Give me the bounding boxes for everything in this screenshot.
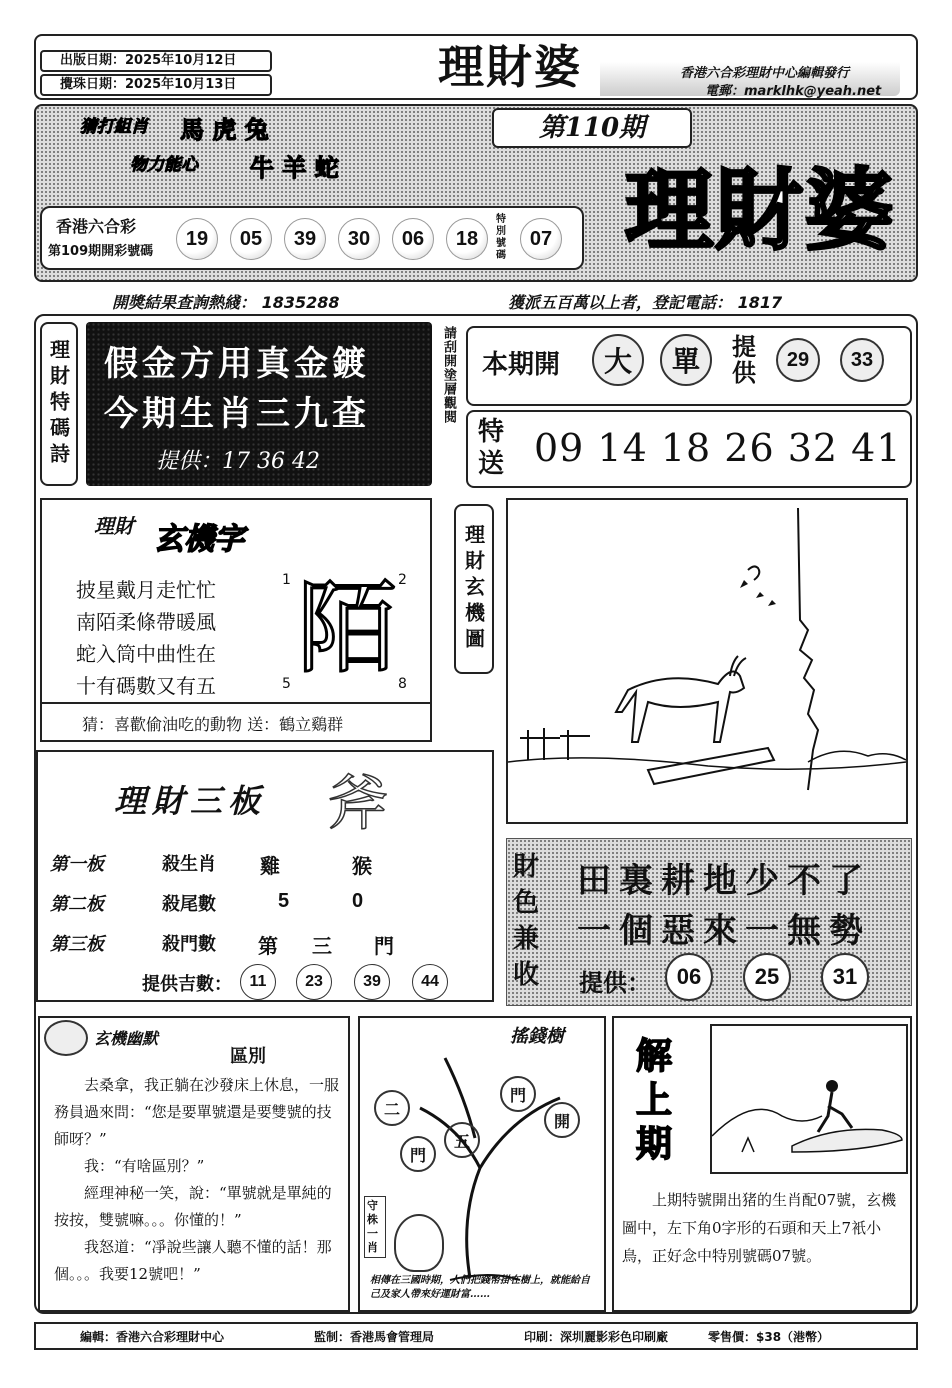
xuanji-riddle: 猜：喜歡偷油吃的動物 送：鶴立鷄群 <box>82 715 344 734</box>
corner-bl: 5 <box>282 676 291 692</box>
kill-value: 門 <box>374 934 394 958</box>
xuanji-line-4: 十有碼數又有五 <box>76 674 216 698</box>
fruit: 門 <box>400 1136 436 1172</box>
open-char-big: 大 <box>592 334 644 386</box>
big-title: 理財婆 <box>624 158 895 262</box>
open-num-1: 29 <box>776 338 820 382</box>
hotline-left: 開獎結果查詢熱綫： 1835288 <box>112 293 340 312</box>
lucky-label: 提供吉數： <box>142 974 232 995</box>
board-label: 第三板 <box>50 934 104 955</box>
poem-line-1: 假金方用真金鍍 <box>104 344 370 384</box>
corner-br: 8 <box>398 676 407 692</box>
fruit: 五 <box>444 1122 480 1158</box>
footer-price: 零售價：$38（港幣） <box>708 1330 830 1344</box>
caisei-line-2: 一個惡來一無勢 <box>577 911 871 951</box>
kill-value: 0 <box>352 890 364 912</box>
board-label: 第二板 <box>50 894 104 915</box>
xuanji-box <box>40 498 432 742</box>
solution-box <box>612 1016 912 1312</box>
kill-label: 殺生肖 <box>162 854 216 875</box>
poem-line-2: 今期生肖三九查 <box>104 394 370 434</box>
special-send-numbers: 09 14 18 26 32 41 <box>534 426 902 470</box>
header-email: 電郵：marklhk@yeah.net <box>705 84 882 99</box>
corner-tl: 1 <box>282 572 291 588</box>
poem-side-label: 理財特碼詩 <box>40 322 78 486</box>
kill-value: 5 <box>278 890 290 912</box>
caisei-line-1: 田裏耕地少不了 <box>577 861 871 901</box>
caisei-provide: 提供： <box>579 969 651 997</box>
fruit: 二 <box>374 1090 410 1126</box>
special-send-label: 特送 <box>478 417 505 479</box>
tree-title: 搖錢樹 <box>510 1026 564 1047</box>
scratch-note: 請刮開塗層觀閱 <box>441 326 456 424</box>
monkey-figure <box>394 1214 444 1272</box>
lucky-ball: 39 <box>354 964 390 1000</box>
sanban-row-2 <box>38 886 494 922</box>
caisei-ball: 25 <box>743 953 791 1001</box>
sanban-box <box>36 750 494 1002</box>
xuanji-title: 玄機字 <box>154 522 244 557</box>
xuanji-picture <box>506 498 908 824</box>
draw-ball: 39 <box>284 218 326 260</box>
caisei-ball: 31 <box>821 953 869 1001</box>
draw-ball: 30 <box>338 218 380 260</box>
banner-zodiac-2: 牛 羊 蛇 <box>250 153 339 182</box>
tree-illustration <box>360 1018 604 1310</box>
special-send-box <box>466 410 912 488</box>
joke-tag: 玄機幽默 <box>94 1029 159 1048</box>
joke-para-4: 我怒道：“凈說些讓人聽不懂的話！那個。。。我要12號吧！” <box>54 1238 332 1283</box>
hiker-illustration <box>712 1026 906 1172</box>
poem-box <box>86 322 432 486</box>
lottery-name: 香港六合彩 <box>56 217 137 236</box>
goat-illustration <box>508 500 906 822</box>
corner-tr: 2 <box>398 572 407 588</box>
hotline-right: 獲派五百萬以上者，登記電話： 1817 <box>508 293 783 312</box>
kill-value: 雞 <box>260 854 280 878</box>
kill-value: 第 <box>258 934 278 958</box>
sanban-row-3 <box>38 926 494 962</box>
issue-badge: 第110期 <box>492 108 692 148</box>
caisei-ball: 06 <box>665 953 713 1001</box>
solution-title: 解上期 <box>636 1035 673 1165</box>
draw-ball: 05 <box>230 218 272 260</box>
draw-ball: 18 <box>446 218 488 260</box>
banner-zodiac-1: 馬 虎 兔 <box>180 115 269 144</box>
footer-supervisor: 監制：香港馬會管理局 <box>314 1330 435 1344</box>
special-label: 特別號碼 <box>496 214 506 261</box>
kill-label: 殺尾數 <box>162 894 216 915</box>
sanban-row-1 <box>38 846 494 882</box>
footer-printer: 印刷：深圳麗影彩色印刷廠 <box>524 1330 669 1344</box>
banner-tag-1: 猜打組肖 <box>80 117 148 137</box>
publish-date: 出版日期：2025年10月12日 <box>40 50 272 72</box>
special-ball: 07 <box>520 218 562 260</box>
open-provide: 提供 <box>732 332 756 387</box>
joke-para-2: 我：“有啥區別？” <box>84 1157 205 1175</box>
draw-ball: 19 <box>176 218 218 260</box>
lucky-ball: 23 <box>296 964 332 1000</box>
tree-caption: 相傳在三國時期，人們把錢幣掛在樹上，就能給自己及家人帶來好運財富…… <box>370 1275 590 1300</box>
tree-side: 守株一肖 <box>364 1196 386 1258</box>
xuanji-line-3: 蛇入筒中曲性在 <box>76 642 216 666</box>
banner-tag-2: 物力能心 <box>130 155 198 175</box>
publisher-line: 香港六合彩理財中心編輯發行 <box>680 66 850 81</box>
poem-provide: 提供：17 36 42 <box>156 449 320 474</box>
tree-box <box>358 1016 606 1312</box>
fruit: 門 <box>500 1076 536 1112</box>
lucky-ball: 44 <box>412 964 448 1000</box>
solution-text: 上期特號開出猪的生肖配07號，玄機圖中，左下角0字形的石頭和天上7衹小鳥，正好念中特別號碼07號。 <box>622 1191 897 1265</box>
xuanji-brand: 理財 <box>94 514 134 538</box>
open-label: 本期開 <box>482 350 561 380</box>
joke-para-3: 經理神秘一笑，說：“單號就是單純的按按，雙號嘛。。。你懂的！” <box>54 1184 332 1229</box>
sanban-title: 理財三板 <box>114 782 267 820</box>
header-logo: 理財婆 <box>438 40 582 94</box>
monkey-icon <box>44 1020 88 1056</box>
open-box <box>466 326 912 406</box>
fruit: 開 <box>544 1102 580 1138</box>
xuanji-pic-label: 理財玄機圖 <box>454 504 494 674</box>
draw-date: 攪珠日期：2025年10月13日 <box>40 74 272 96</box>
joke-title: 區別 <box>230 1046 266 1067</box>
footer-editor: 編輯：香港六合彩理財中心 <box>80 1330 225 1344</box>
open-char-odd: 單 <box>660 334 712 386</box>
joke-box <box>38 1016 350 1312</box>
solution-picture <box>710 1024 908 1174</box>
open-num-2: 33 <box>840 338 884 382</box>
caisei-side: 財色兼收 <box>513 852 540 990</box>
xuanji-line-2: 南陌柔條帶暖風 <box>76 610 216 634</box>
board-label: 第一板 <box>50 854 104 875</box>
sanban-axe: 斧 <box>328 769 388 839</box>
draw-ball: 06 <box>392 218 434 260</box>
xuanji-big-char: 陌 <box>297 570 397 687</box>
lucky-ball: 11 <box>240 964 276 1000</box>
joke-para-1: 去桑拿，我正躺在沙發床上休息，一服務員過來問：“您是要單號還是要雙號的技師呀？” <box>54 1076 340 1148</box>
prev-draw-label: 第109期開彩號碼 <box>48 244 154 259</box>
caisei-box <box>506 838 912 1006</box>
kill-value: 猴 <box>352 854 372 878</box>
kill-value: 三 <box>312 934 332 958</box>
draw-results-strip <box>40 206 584 270</box>
kill-label: 殺門數 <box>162 934 216 955</box>
xuanji-line-1: 披星戴月走忙忙 <box>76 578 216 602</box>
